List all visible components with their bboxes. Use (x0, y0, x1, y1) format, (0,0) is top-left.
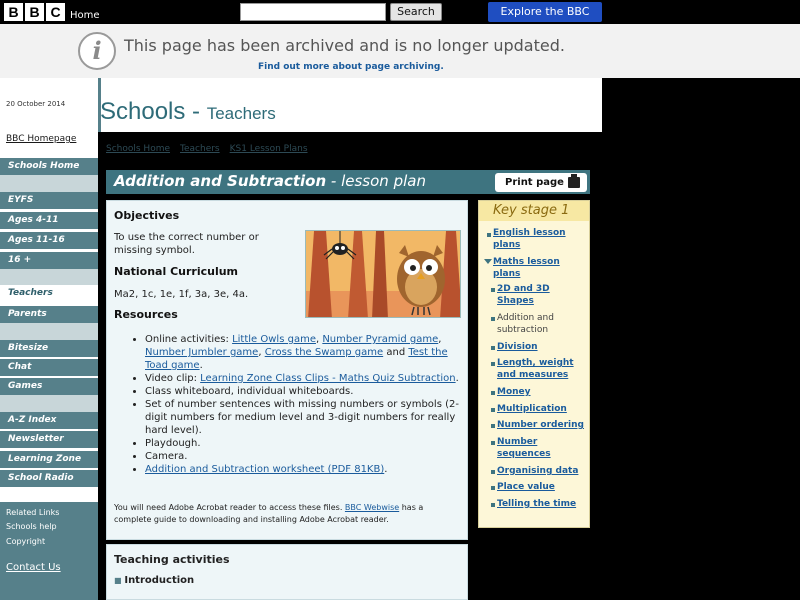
bullet-icon (491, 317, 495, 321)
separator: , (438, 334, 442, 345)
curriculum-heading: National Curriculum (114, 265, 239, 278)
separator: . (384, 464, 388, 475)
list-item: • Set of number sentences with missing numbers or symbols (2-digit numbers for medium level and 3-digit numbers for really hard level). (145, 398, 463, 437)
bullet-icon (491, 362, 495, 366)
nav-divider (0, 323, 98, 340)
breadcrumb-schools-home[interactable]: Schools Home (106, 144, 171, 154)
bullet-icon (491, 346, 495, 350)
separator: and (383, 347, 409, 358)
nav-divider (0, 395, 98, 412)
nav-16-plus[interactable]: 16 + (0, 252, 98, 269)
page-title-main: Schools - (100, 98, 201, 125)
nav-learning-zone[interactable]: Learning Zone (0, 451, 98, 468)
bullet-icon (487, 233, 491, 237)
copyright-link[interactable]: Copyright (6, 537, 46, 546)
archive-message: This page has been archived and is no longer updated. (124, 36, 565, 55)
page-title-section: Teachers (206, 104, 276, 123)
objectives-text: To use the correct number or missing symbol. (114, 232, 259, 256)
print-page-label: Print page (505, 177, 564, 188)
bullet-icon (491, 503, 495, 507)
ks-item-money[interactable]: Money (497, 387, 531, 397)
related-links-link[interactable]: Related Links (6, 508, 60, 517)
ks-item-organising-data[interactable]: Organising data (497, 466, 579, 476)
schools-help-link[interactable]: Schools help (6, 522, 57, 531)
nav-bitesize[interactable]: Bitesize (0, 340, 98, 357)
archive-notice (0, 24, 800, 78)
introduction-heading: ■ Introduction (114, 575, 194, 586)
bbc-webwise-link[interactable]: BBC Webwise (344, 503, 400, 512)
nav-games[interactable]: Games (0, 378, 98, 395)
info-icon: i (78, 32, 116, 70)
bullet-icon (491, 486, 495, 490)
curriculum-text: Ma2, 1c, 1e, 1f, 3a, 3e, 4a. (114, 289, 249, 300)
number-jumbler-game-link[interactable]: Number Jumbler game (145, 347, 259, 358)
breadcrumb-teachers[interactable]: Teachers (180, 144, 220, 154)
resources-heading: Resources (114, 308, 178, 321)
expand-triangle-icon[interactable] (484, 259, 492, 264)
test-the-toad-game-link[interactable]: Test the Toad game (145, 347, 448, 371)
bbc-logo-letter-c: C (46, 3, 65, 21)
acrobat-note (114, 502, 462, 526)
archive-info-link[interactable]: Find out more about page archiving. (258, 62, 444, 72)
bullet-icon (491, 408, 495, 412)
separator: . (455, 373, 459, 384)
list-item: • Camera. (145, 450, 463, 463)
nav-ages-11-16[interactable]: Ages 11-16 (0, 232, 98, 249)
resource-label: Video clip: (145, 373, 201, 384)
nav-divider (0, 175, 98, 192)
bullet-icon (491, 470, 495, 474)
breadcrumb (106, 144, 308, 154)
bullet-icon (491, 288, 495, 292)
list-item (145, 463, 463, 476)
bullet-icon (491, 391, 495, 395)
separator: . (199, 360, 203, 371)
separator: , (315, 334, 323, 345)
acrobat-note-suffix: has a complete guide to downloading and installing Adobe Acrobat reader. (114, 503, 424, 524)
ks-item-place-value[interactable]: Place value (497, 482, 555, 492)
print-page-button[interactable] (495, 173, 587, 192)
teaching-activities-heading: Teaching activities (114, 553, 230, 566)
lesson-title-main: Addition and Subtraction (114, 172, 327, 190)
maths-lesson-plans-link[interactable]: Maths lesson plans (493, 257, 560, 279)
resources-list (145, 333, 463, 476)
little-owls-game-link[interactable]: Little Owls game (232, 334, 316, 345)
nav-school-radio[interactable]: School Radio (0, 470, 98, 487)
nav-parents[interactable]: Parents (0, 306, 98, 323)
resource-label: Online activities: (145, 334, 233, 345)
breadcrumb-ks1-lesson-plans[interactable]: KS1 Lesson Plans (229, 144, 308, 154)
ks-item-addition-subtraction-current: Addition and subtraction (497, 313, 554, 335)
key-stage-sidebar (478, 200, 590, 528)
teaching-activities (106, 544, 468, 600)
nav-eyfs[interactable]: EYFS (0, 192, 98, 209)
nav-chat[interactable]: Chat (0, 359, 98, 376)
separator: , (258, 347, 265, 358)
english-lesson-plans-link[interactable]: English lesson plans (493, 228, 566, 250)
page-title (100, 98, 276, 126)
ks-item-telling-the-time[interactable]: Telling the time (497, 499, 577, 509)
lesson-content (106, 200, 468, 540)
nav-schools-home[interactable]: Schools Home (0, 158, 98, 175)
search-button[interactable]: Search (390, 3, 442, 21)
left-sidebar (0, 78, 98, 600)
bbc-logo[interactable] (4, 3, 65, 21)
sidebar-footer (0, 502, 98, 600)
maths-quiz-video-link[interactable]: Learning Zone Class Clips - Maths Quiz Subtraction (200, 373, 456, 384)
page-date: 20 October 2014 (6, 100, 66, 108)
contact-us-link[interactable]: Contact Us (6, 562, 61, 573)
explore-the-bbc-button[interactable]: Explore the BBC (488, 2, 602, 22)
objectives-heading: Objectives (114, 209, 180, 222)
nav-divider (0, 269, 98, 285)
key-stage-heading: Key stage 1 (479, 201, 589, 221)
owl-illustration (305, 230, 461, 318)
cross-the-swamp-game-link[interactable]: Cross the Swamp game (264, 347, 384, 358)
owl-illustration-svg (306, 231, 461, 318)
bbc-logo-letter-b2: B (25, 3, 44, 21)
ks-item-division[interactable]: Division (497, 342, 538, 352)
nav-teachers[interactable]: Teachers (0, 285, 98, 302)
lesson-title-suffix: - lesson plan (326, 172, 426, 190)
bbc-logo-letter-b1: B (4, 3, 23, 21)
ks-item-multiplication[interactable]: Multiplication (497, 404, 567, 414)
bbc-top-bar (0, 0, 800, 24)
list-item (145, 372, 463, 385)
bbc-home-link[interactable]: Home (70, 10, 100, 21)
bbc-homepage-link[interactable]: BBC Homepage (6, 134, 77, 144)
acrobat-note-text: You will need Adobe Acrobat reader to access these files. (114, 503, 345, 512)
nav-newsletter[interactable]: Newsletter (0, 431, 98, 448)
printer-icon (568, 177, 580, 188)
ks-item-number-ordering[interactable]: Number ordering (497, 420, 584, 430)
ks-item-2d-3d-shapes[interactable]: 2D and 3D Shapes (497, 284, 550, 306)
lesson-title (114, 172, 426, 190)
ks-item-length-weight-measures[interactable]: Length, weight and measures (497, 358, 574, 380)
bullet-icon (491, 441, 495, 445)
nav-ages-4-11[interactable]: Ages 4-11 (0, 212, 98, 229)
bullet-icon (491, 424, 495, 428)
search-input[interactable] (240, 3, 386, 21)
list-item (145, 333, 463, 372)
list-item: • Playdough. (145, 437, 463, 450)
nav-a-z-index[interactable]: A-Z Index (0, 412, 98, 429)
number-pyramid-game-link[interactable]: Number Pyramid game (322, 334, 439, 345)
worksheet-pdf-link[interactable]: Addition and Subtraction worksheet (PDF 81KB) (145, 464, 385, 475)
list-item: • Class whiteboard, individual whiteboards. (145, 385, 463, 398)
ks-item-number-sequences[interactable]: Number sequences (497, 437, 551, 459)
